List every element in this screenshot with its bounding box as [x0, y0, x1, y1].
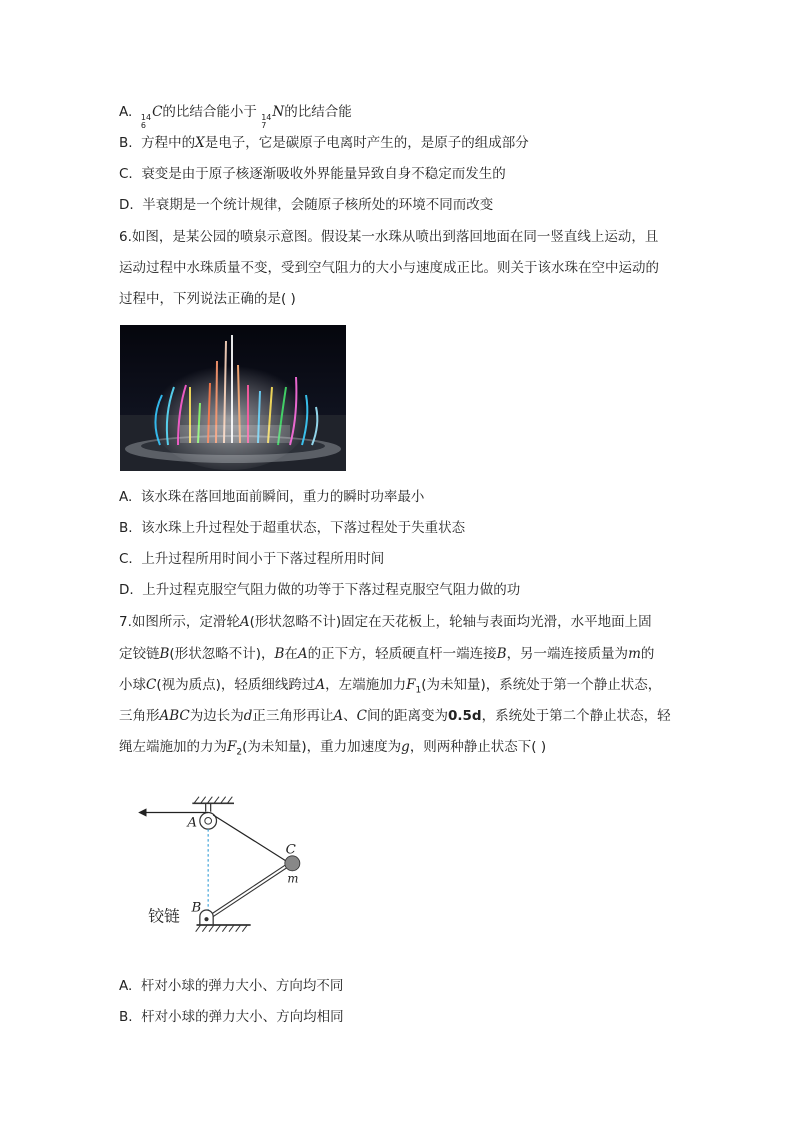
q7-stem-line-2: 定铰链B(形状忽略不计)，B在A的正下方，轻质硬直杆一端连接B，另一端连接质量为m的: [119, 646, 655, 662]
q7-stem-line-4: 三角形ABC为边长为d正三角形再让A、C间的距离变为0.5d，系统处于第二个静止状态，轻: [119, 708, 671, 724]
ball-c: [285, 856, 300, 871]
isotope-c14-prefix: 14 6: [140, 113, 152, 130]
ground-hatch: [196, 925, 248, 932]
q6-option-a: A. 该水珠在落回地面前瞬间，重力的瞬时功率最小: [119, 489, 425, 505]
q5-option-c: C. 衰变是由于原子核逐渐吸收外界能量异致自身不稳定而发生的: [119, 166, 506, 182]
label-b: B: [191, 900, 202, 916]
pulley-rod-diagram: [134, 790, 309, 940]
hinge-label: 铰链: [148, 906, 180, 926]
fountain-photo: [120, 325, 346, 471]
q7-stem-line-1: 7.如图所示，定滑轮A(形状忽略不计)固定在天花板上，轮轴与表面均光滑，水平地面上固: [119, 614, 652, 630]
rope-ac: [213, 815, 290, 863]
label-a: A: [187, 815, 197, 831]
ceiling-hatch: [194, 797, 232, 804]
q6-option-b: B. 该水珠上升过程处于超重状态，下落过程处于失重状态: [119, 520, 466, 536]
label-m: m: [287, 871, 299, 886]
q5-option-d: D. 半衰期是一个统计规律，会随原子核所处的环境不同而改变: [119, 197, 494, 213]
q6-stem-line-1: 6.如图，是某公园的喷泉示意图。假设某一水珠从喷出到落回地面在同一竖直线上运动，且: [119, 229, 659, 245]
q5-option-b: B. 方程中的X是电子，它是碳原子电离时产生的，是原子的组成部分: [119, 135, 529, 151]
q5-option-a: A. 14 6 C的比结合能小于 14 7 N的比结合能: [119, 104, 352, 130]
q7-option-b: B. 杆对小球的弹力大小、方向均相同: [119, 1009, 344, 1025]
label-c: C: [285, 842, 296, 858]
force-arrow: [138, 808, 146, 816]
q6-option-c: C. 上升过程所用时间小于下落过程所用时间: [119, 551, 385, 567]
q6-option-d: D. 上升过程克服空气阻力做的功等于下落过程克服空气阻力做的功: [119, 582, 521, 598]
q7-stem-line-3: 小球C(视为质点)，轻质细线跨过A，左端施加力$F_1$(为未知量)，系统处于第一个静止状态，: [119, 677, 662, 696]
q6-stem-line-3: 过程中，下列说法正确的是( ): [119, 291, 296, 307]
q6-stem-line-2: 运动过程中水珠质量不变，受到空气阻力的大小与速度成正比。则关于该水珠在空中运动的: [119, 260, 659, 276]
isotope-n14-prefix: 14 7: [261, 113, 272, 130]
q7-option-a: A. 杆对小球的弹力大小、方向均不同: [119, 978, 344, 994]
q7-stem-line-5: 绳左端施加的力为$F_2$(为未知量)，重力加速度为g，则两种静止状态下( ): [119, 739, 547, 758]
fountain-illustration: [120, 325, 346, 471]
